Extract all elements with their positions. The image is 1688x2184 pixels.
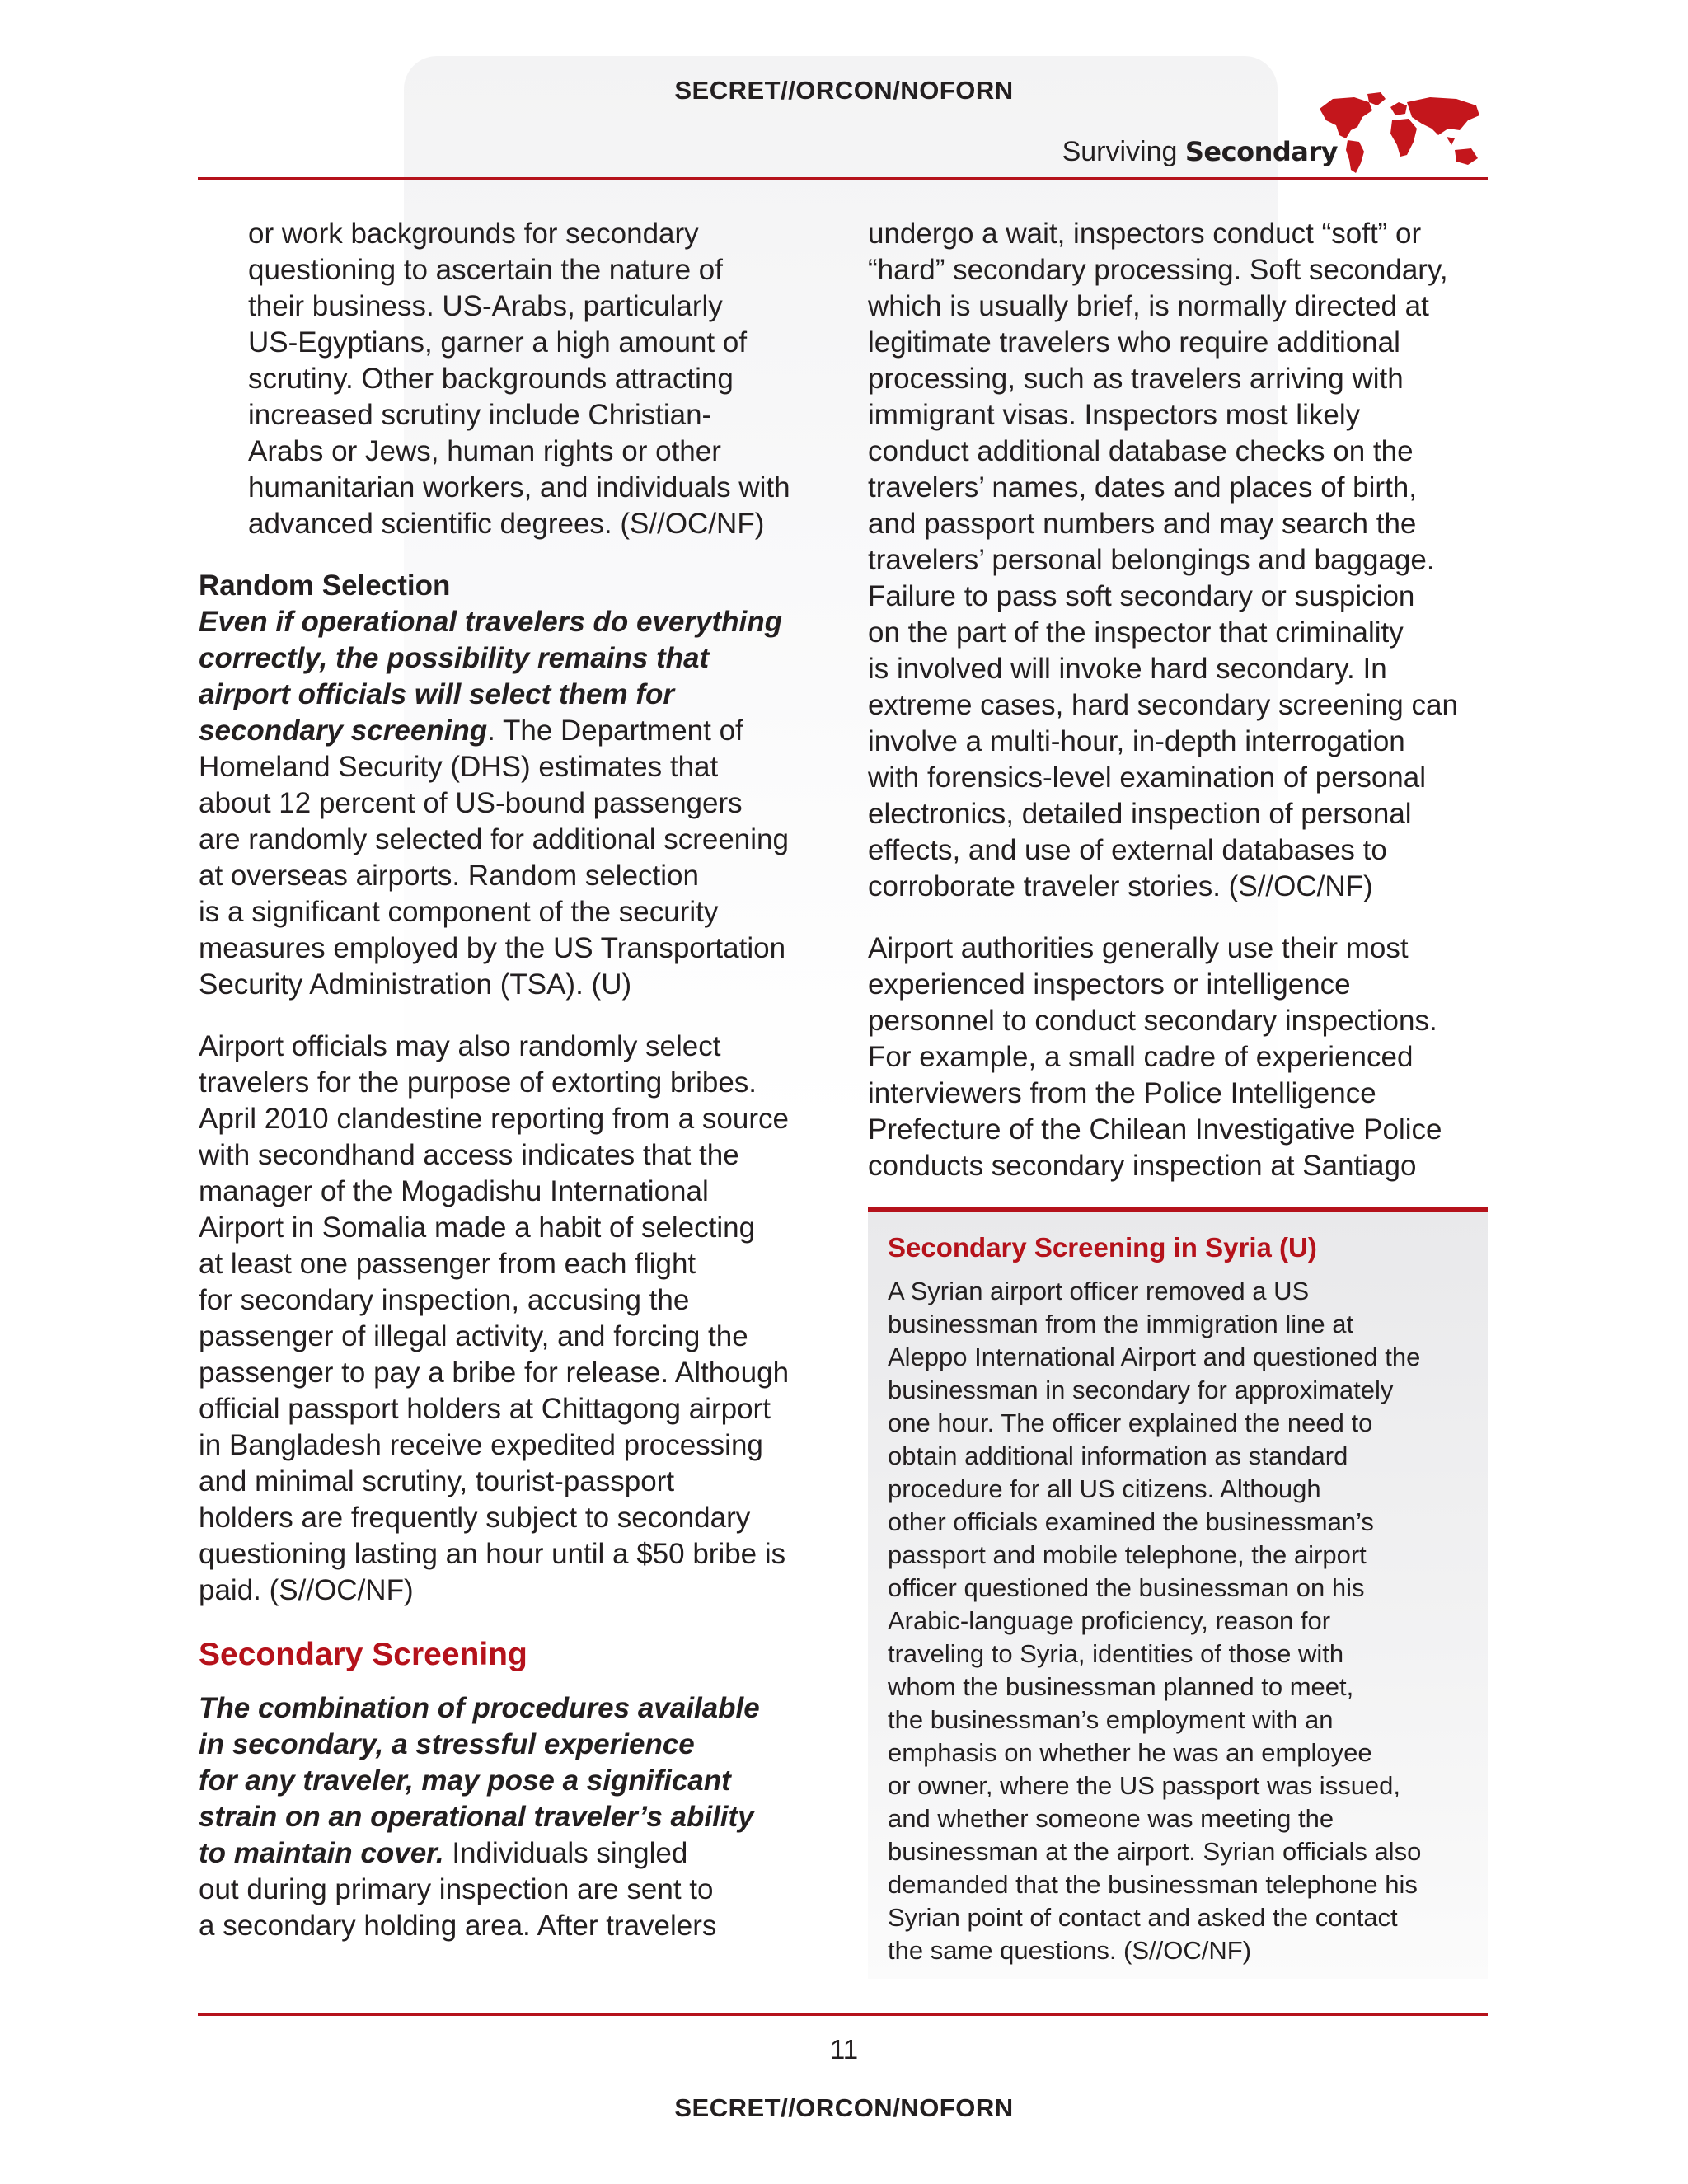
secondary-screening-heading: Secondary Screening (199, 1637, 528, 1672)
text-line: travelers’ names, dates and places of birth, (868, 471, 1417, 504)
intro-paragraph (199, 216, 825, 542)
text-line: effects, and use of external databases to (868, 834, 1387, 866)
text-line: officer questioned the businessman on his (888, 1573, 1365, 1602)
text-line: their business. US-Arabs, particularly (248, 290, 723, 322)
text-line: Airport officials may also randomly select (199, 1030, 721, 1062)
lead-line: airport officials will select them for (199, 678, 675, 710)
text-line: Arabs or Jews, human rights or other (248, 435, 721, 467)
text-line: involve a multi-hour, in-depth interrogation (868, 725, 1405, 757)
text-line: at overseas airports. Random selection (199, 860, 699, 892)
text-line: traveling to Syria, identities of those with (888, 1639, 1344, 1668)
soft-hard-secondary-paragraph (868, 216, 1494, 905)
text-line: for secondary inspection, accusing the (199, 1284, 690, 1316)
text-line: or work backgrounds for secondary (248, 218, 699, 250)
text-line: official passport holders at Chittagong airport (199, 1393, 771, 1425)
text-line: at least one passenger from each flight (199, 1248, 696, 1280)
text-line: the businessman’s employment with an (888, 1705, 1334, 1734)
text-line: A Syrian airport officer removed a US (888, 1277, 1310, 1305)
text-line: Syrian point of contact and asked the contact (888, 1903, 1398, 1932)
text-line: are randomly selected for additional screening (199, 823, 789, 855)
text-line: Airport authorities generally use their most (868, 932, 1409, 964)
text-line: “hard” secondary processing. Soft secondary, (868, 254, 1448, 286)
lead-line: The combination of procedures available (199, 1692, 760, 1724)
text-line: businessman in secondary for approximately (888, 1376, 1394, 1404)
text-line: extreme cases, hard secondary screening can (868, 689, 1458, 721)
random-selection-heading: Random Selection (199, 569, 451, 602)
text-line: emphasis on whether he was an employee (888, 1738, 1372, 1767)
text-line: passenger to pay a bribe for release. Although (199, 1357, 790, 1389)
text-line: Homeland Security (DHS) estimates that (199, 751, 719, 783)
text-line: interviewers from the Police Intelligence (868, 1077, 1376, 1109)
text-line: For example, a small cadre of experienced (868, 1041, 1414, 1073)
lead-line: in secondary, a stressful experience (199, 1728, 695, 1760)
bribes-paragraph (199, 1029, 825, 1609)
text-line: questioning to ascertain the nature of (248, 254, 723, 286)
text-line: on the part of the inspector that criminality (868, 616, 1404, 649)
text-line: with secondhand access indicates that the (199, 1139, 739, 1171)
text-line: processing, such as travelers arriving with (868, 363, 1404, 395)
right-column (868, 216, 1494, 1184)
brand-word-surviving: Surviving (1062, 136, 1178, 167)
lead-line: strain on an operational traveler’s ability (199, 1801, 754, 1833)
text-line: procedure for all US citizens. Although (888, 1474, 1321, 1503)
text-line: is involved will invoke hard secondary. In (868, 653, 1387, 685)
text-line: holders are frequently subject to secondary (199, 1502, 751, 1534)
footer-rule (198, 2013, 1488, 2016)
text-line: Prefecture of the Chilean Investigative Police (868, 1113, 1442, 1146)
lead-line: correctly, the possibility remains that (199, 642, 710, 674)
text-line: advanced scientific degrees. (S//OC/NF) (248, 508, 765, 540)
sidebar-title: Secondary Screening in Syria (U) (888, 1232, 1317, 1263)
text-line: increased scrutiny include Christian- (248, 399, 712, 431)
classification-header: SECRET//ORCON/NOFORN (674, 76, 1014, 105)
text-line: travelers for the purpose of extorting bribes. (199, 1066, 757, 1099)
text-line: experienced inspectors or intelligence (868, 968, 1351, 1001)
text-line: humanitarian workers, and individuals with (248, 471, 790, 504)
text-line: a secondary holding area. After travelers (199, 1910, 717, 1942)
text-line: is a significant component of the security (199, 896, 719, 928)
text-line: undergo a wait, inspectors conduct “soft” or (868, 218, 1422, 250)
text-line: whom the businessman planned to meet, (888, 1672, 1354, 1701)
text-line: immigrant visas. Inspectors most likely (868, 399, 1361, 431)
left-column (199, 216, 825, 1944)
text-line: manager of the Mogadishu International (199, 1175, 709, 1207)
text-line: and passport numbers and may search the (868, 508, 1417, 540)
text-line: and minimal scrutiny, tourist-passport (199, 1465, 675, 1497)
text-line: with forensics-level examination of personal (868, 762, 1426, 794)
text-line: conduct additional database checks on the (868, 435, 1414, 467)
lead-tail: Individuals singled (443, 1837, 688, 1869)
page-number: 11 (829, 2034, 859, 2064)
text-line: the same questions. (S//OC/NF) (888, 1936, 1252, 1965)
lead-line: secondary screening (199, 715, 488, 747)
secondary-screening-paragraph (199, 1690, 825, 1944)
text-line: which is usually brief, is normally directed at (868, 290, 1429, 322)
text-line: scrutiny. Other backgrounds attracting (248, 363, 734, 395)
text-line: businessman at the airport. Syrian officials also (888, 1837, 1422, 1866)
text-line: passport and mobile telephone, the airport (888, 1540, 1367, 1569)
text-line: about 12 percent of US-bound passengers (199, 787, 743, 819)
lead-line: for any traveler, may pose a significant (199, 1765, 731, 1797)
text-line: questioning lasting an hour until a $50 bribe is (199, 1538, 786, 1570)
text-line: other officials examined the businessman’s (888, 1507, 1374, 1536)
lead-line: to maintain cover. (199, 1837, 444, 1869)
lead-tail: . The Department of (487, 715, 743, 747)
header-rule (198, 177, 1488, 180)
sidebar-body (888, 1275, 1421, 1967)
text-line: demanded that the businessman telephone his (888, 1870, 1418, 1899)
brand-word-secondary: Secondary (1184, 136, 1338, 167)
text-line: Arabic-language proficiency, reason for (888, 1606, 1331, 1635)
text-line: conducts secondary inspection at Santiago (868, 1150, 1417, 1182)
text-line: one hour. The officer explained the need to (888, 1408, 1373, 1437)
text-line: Airport in Somalia made a habit of selecting (199, 1212, 756, 1244)
lead-line: Even if operational travelers do everything (199, 606, 782, 638)
text-line: in Bangladesh receive expedited processing (199, 1429, 763, 1461)
publication-brand (1062, 136, 1338, 168)
world-map-icon (1315, 91, 1488, 177)
classification-footer: SECRET//ORCON/NOFORN (674, 2093, 1014, 2122)
text-line: personnel to conduct secondary inspections. (868, 1005, 1437, 1037)
text-line: electronics, detailed inspection of personal (868, 798, 1412, 830)
text-line: obtain additional information as standard (888, 1441, 1348, 1470)
text-line: paid. (S//OC/NF) (199, 1574, 414, 1606)
text-line: April 2010 clandestine reporting from a source (199, 1103, 789, 1135)
syria-sidebar-box (868, 1207, 1488, 1979)
text-line: and whether someone was meeting the (888, 1804, 1334, 1833)
text-line: travelers’ personal belongings and baggage. (868, 544, 1435, 576)
text-line: or owner, where the US passport was issued, (888, 1771, 1401, 1800)
text-line: legitimate travelers who require additional (868, 326, 1400, 359)
text-line: Aleppo International Airport and questioned the (888, 1343, 1421, 1371)
airport-authorities-paragraph (868, 930, 1494, 1184)
random-selection-section (199, 568, 825, 1003)
text-line: out during primary inspection are sent to (199, 1873, 714, 1905)
text-line: US-Egyptians, garner a high amount of (248, 326, 748, 359)
text-line: measures employed by the US Transportation (199, 932, 786, 964)
text-line: Security Administration (TSA). (U) (199, 968, 632, 1001)
text-line: Failure to pass soft secondary or suspicion (868, 580, 1415, 612)
text-line: businessman from the immigration line at (888, 1310, 1354, 1338)
text-line: passenger of illegal activity, and forcing the (199, 1320, 748, 1352)
text-line: corroborate traveler stories. (S//OC/NF) (868, 870, 1373, 902)
